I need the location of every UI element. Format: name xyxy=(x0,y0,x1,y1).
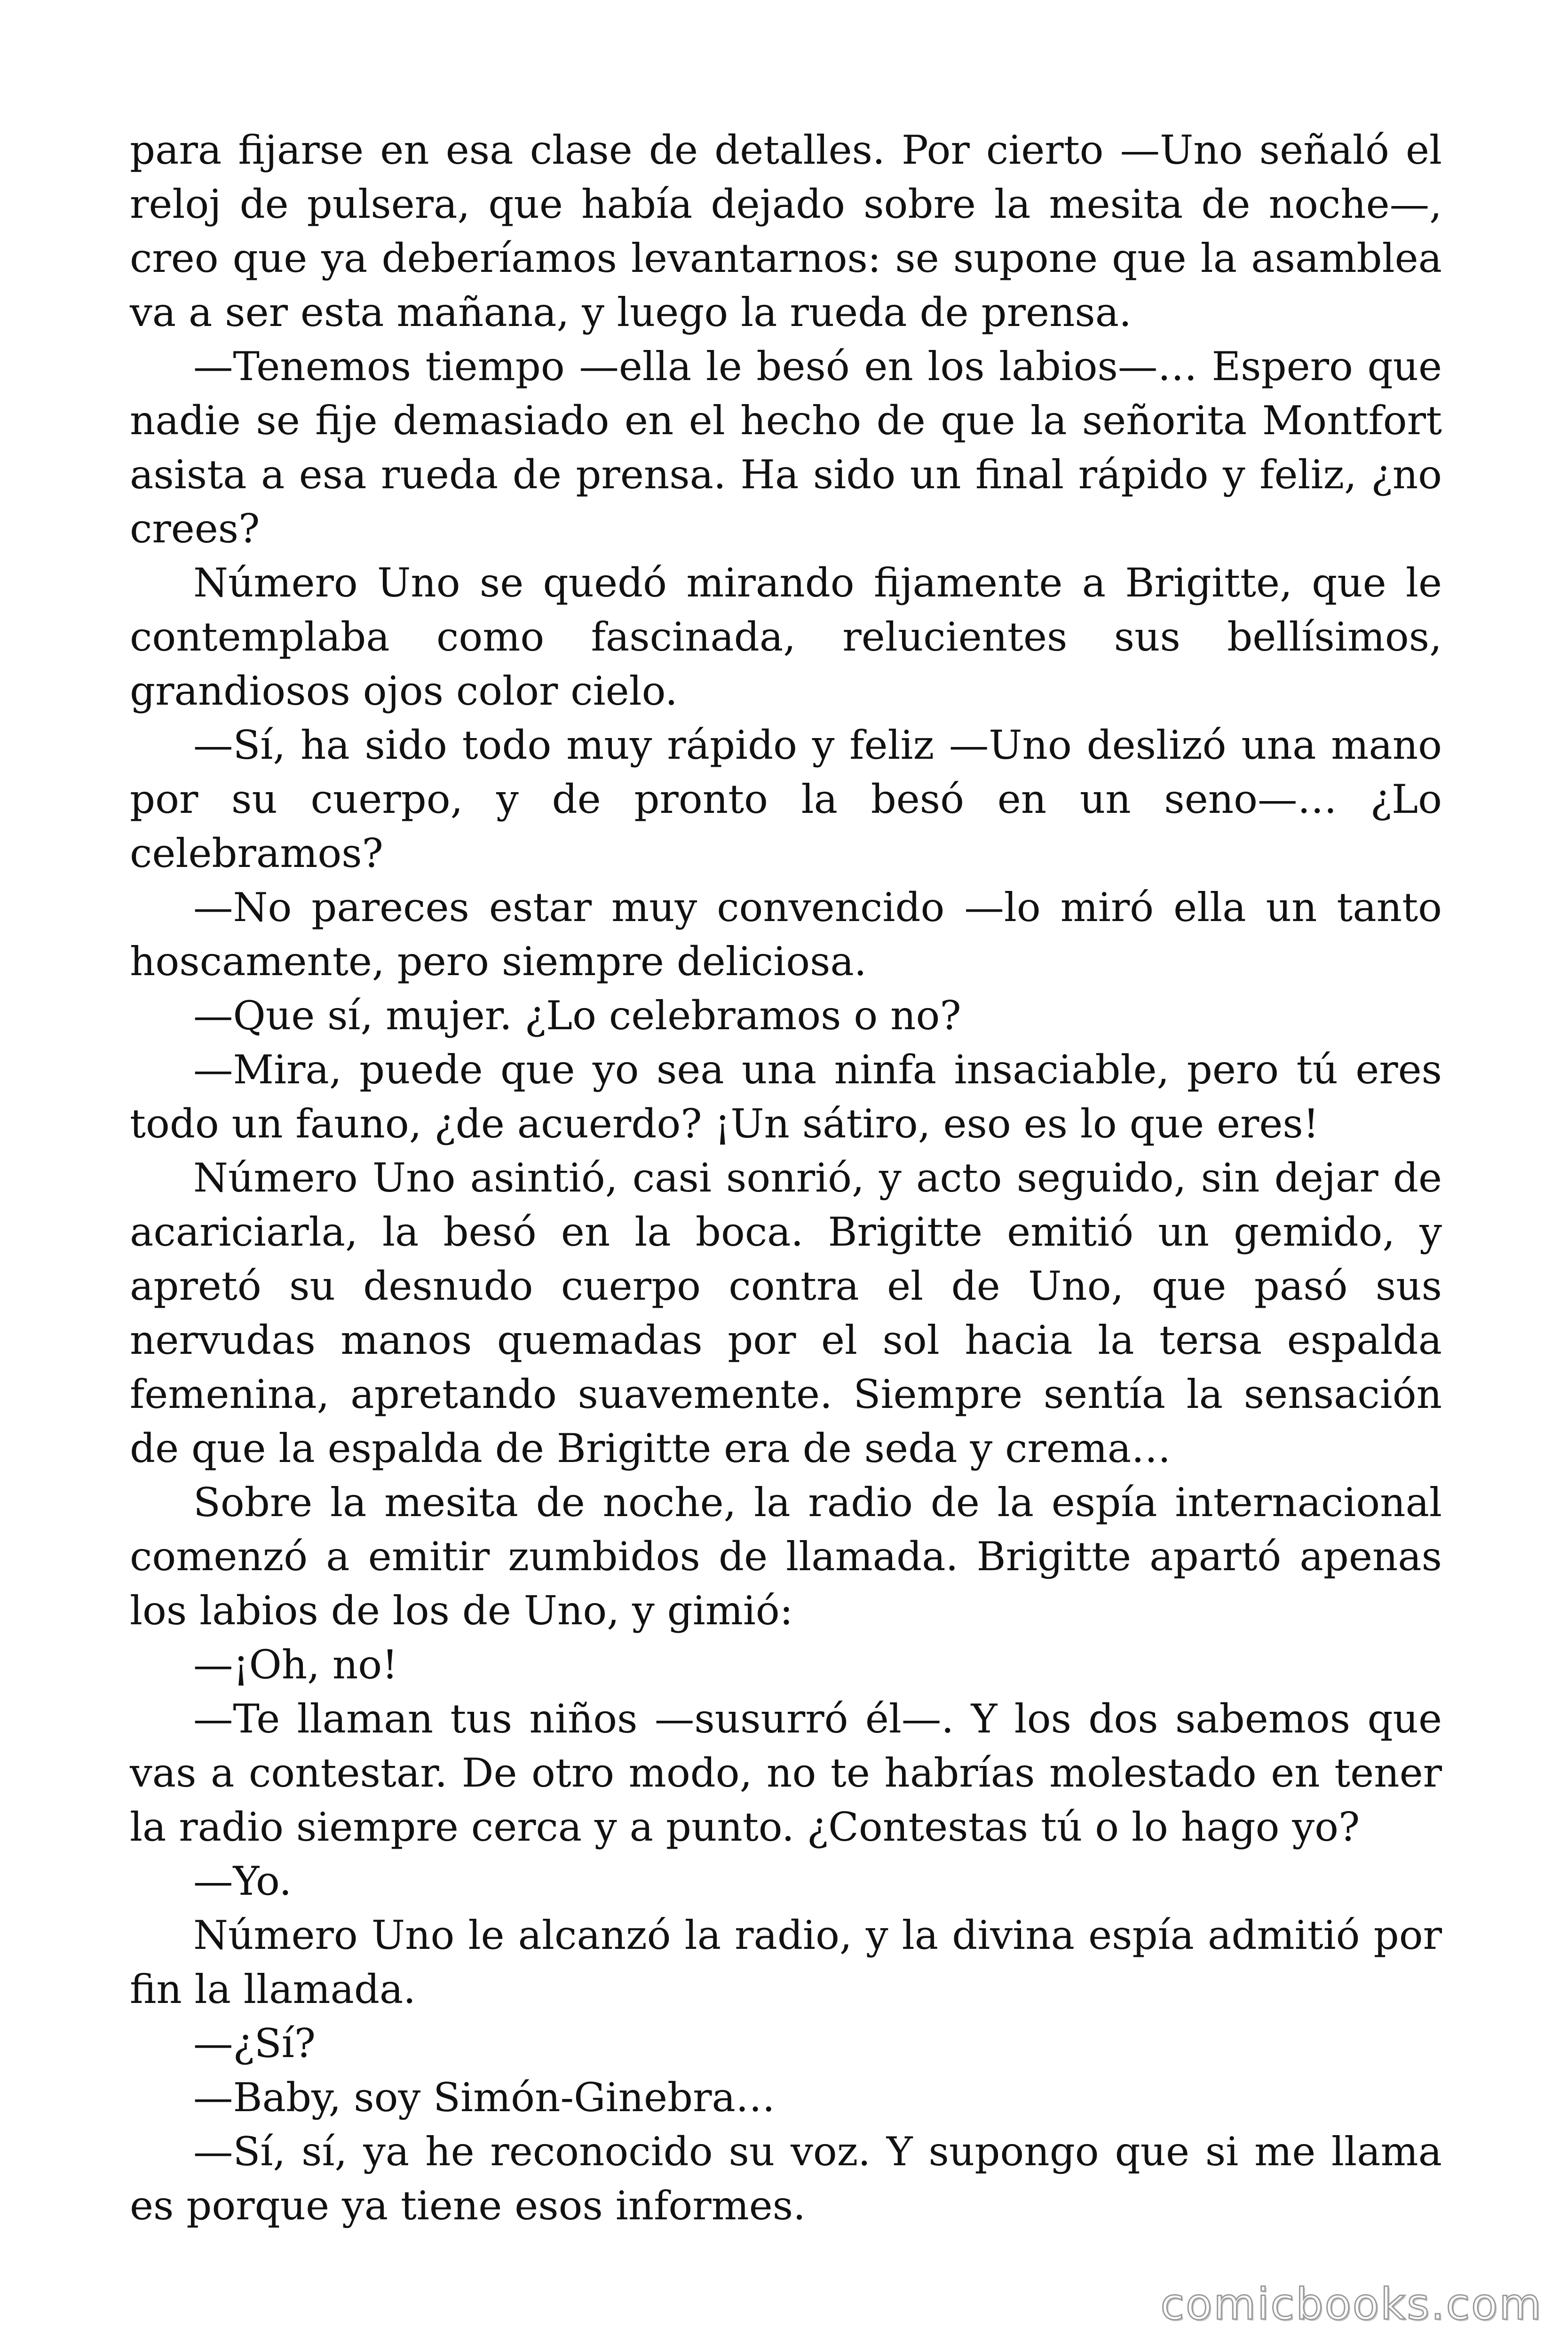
paragraph-16: —Sí, sí, ya he reconocido su voz. Y supongo que si me llama es porque ya tiene esos informes. xyxy=(130,2129,1442,2229)
paragraph-2: —Tenemos tiempo —ella le besó en los labios—… Espero que nadie se fije demasiado en el hecho de que la señorita Montfort asista a esa rueda de prensa. Ha sido un final rápido y feliz, ¿no crees? xyxy=(130,343,1442,552)
paragraph-3: Número Uno se quedó mirando fijamente a Brigitte, que le contemplaba como fascinada, relucientes sus bellísimos, grandiosos ojos color cielo. xyxy=(130,560,1442,714)
paragraph-14: —¿Sí? xyxy=(193,2020,316,2066)
paragraph-15: —Baby, soy Simón-Ginebra… xyxy=(193,2074,776,2121)
paragraph-7: —Mira, puede que yo sea una ninfa insaciable, pero tú eres todo un fauno, ¿de acuerdo? ¡Un sátiro, eso es lo que eres! xyxy=(130,1047,1442,1147)
paragraph-12: —Yo. xyxy=(193,1858,292,1904)
watermark-logo: comicbooks.com xyxy=(1160,2279,1543,2329)
paragraph-8: Número Uno asintió, casi sonrió, y acto seguido, sin dejar de acariciarla, la besó en la boca. Brigitte emitió un gemido, y apretó su desnudo cuerpo contra el de Uno, que pasó sus nervudas manos quemadas por el sol hacia la tersa espalda femenina, apretando suavemente. Siempre sentía la sensación de que la espalda de Brigitte era de seda y crema… xyxy=(130,1155,1442,1471)
paragraph-13: Número Uno le alcanzó la radio, y la divina espía admitió por fin la llamada. xyxy=(130,1912,1442,2012)
paragraph-5: —No pareces estar muy convencido —lo miró ella un tanto hoscamente, pero siempre deliciosa. xyxy=(130,884,1442,985)
page-body xyxy=(130,123,1442,2233)
paragraph-1: para fijarse en esa clase de detalles. Por cierto —Uno señaló el reloj de pulsera, que había dejado sobre la mesita de noche—, creo que ya deberíamos levantarnos: se supone que la asamblea va a ser esta mañana, y luego la rueda de prensa. xyxy=(130,127,1442,335)
paragraph-9: Sobre la mesita de noche, la radio de la espía internacional comenzó a emitir zumbidos de llamada. Brigitte apartó apenas los labios de los de Uno, y gimió: xyxy=(130,1479,1442,1634)
paragraph-11: —Te llaman tus niños —susurró él—. Y los dos sabemos que vas a contestar. De otro modo, no te habrías molestado en tener la radio siempre cerca y a punto. ¿Contestas tú o lo hago yo? xyxy=(130,1696,1442,1850)
paragraph-4: —Sí, ha sido todo muy rápido y feliz —Uno deslizó una mano por su cuerpo, y de pronto la besó en un seno—… ¿Lo celebramos? xyxy=(130,722,1442,876)
paragraph-6: —Que sí, mujer. ¿Lo celebramos o no? xyxy=(193,993,961,1039)
paragraph-10: —¡Oh, no! xyxy=(193,1642,398,1688)
